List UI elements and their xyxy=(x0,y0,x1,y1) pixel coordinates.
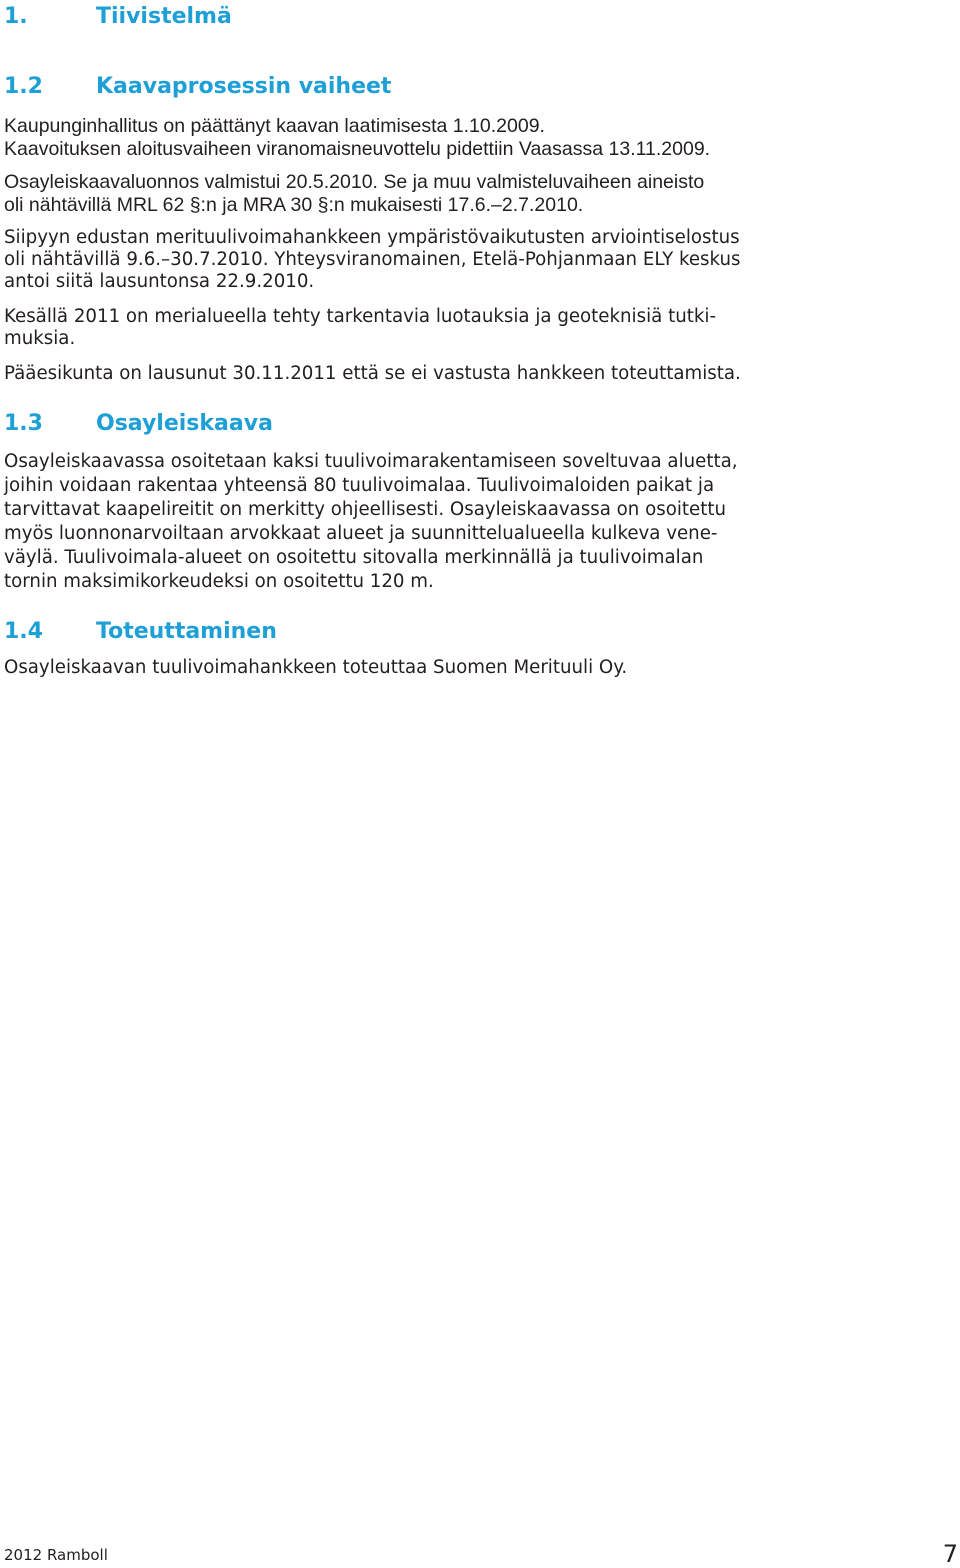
text-line: Kaavoituksen aloitusvaiheen viranomaisneuvottelu pidettiin Vaasassa 13.11.2009. xyxy=(4,138,711,160)
text-line: muksia. xyxy=(4,328,76,349)
text-line: tarvittavat kaapelireitit on merkitty ohjeellisesti. Osayleiskaavassa on osoitettu xyxy=(4,499,726,520)
text-line: Osayleiskaavan tuulivoimahankkeen toteuttaa Suomen Merituuli Oy. xyxy=(4,657,628,678)
text-line: Osayleiskaavaluonnos valmistui 20.5.2010. Se ja muu valmisteluvaiheen aineisto xyxy=(4,171,705,193)
heading-title: Toteuttaminen xyxy=(96,619,277,644)
heading-title: Osayleiskaava xyxy=(96,411,273,436)
paragraph-draft xyxy=(4,171,704,217)
heading-title: Kaavaprosessin vaiheet xyxy=(96,74,392,99)
text-line: tornin maksimikorkeudeksi on osoitettu 120 m. xyxy=(4,571,434,592)
text-line: myös luonnonarvoiltaan arvokkaat alueet ja suunnittelualueella kulkeva vene- xyxy=(4,523,718,544)
text-line: Osayleiskaavassa osoitetaan kaksi tuulivoimarakentamiseen soveltuvaa aluetta, xyxy=(4,451,738,472)
heading-number: 1.3 xyxy=(4,411,43,436)
text-line: Pääesikunta on lausunut 30.11.2011 että se ei vastusta hankkeen toteuttamista. xyxy=(4,363,741,384)
heading-1 xyxy=(4,4,232,29)
text-line: väylä. Tuulivoimala-alueet on osoitettu sitovalla merkinnällä ja tuulivoimalan xyxy=(4,547,704,568)
text-line: Kesällä 2011 on merialueella tehty tarkentavia luotauksia ja geoteknisiä tutki- xyxy=(4,306,717,327)
heading-1-3 xyxy=(4,411,273,436)
heading-title: Tiivistelmä xyxy=(96,4,232,29)
paragraph-defence xyxy=(4,362,741,385)
text-line: Kaupunginhallitus on päättänyt kaavan laatimisesta 1.10.2009. xyxy=(4,115,545,137)
text-line: oli nähtävillä MRL 62 §:n ja MRA 30 §:n mukaisesti 17.6.–2.7.2010. xyxy=(4,194,584,216)
heading-number: 1.4 xyxy=(4,619,43,644)
text-line: antoi siitä lausuntonsa 22.9.2010. xyxy=(4,271,315,292)
text-line: oli nähtävillä 9.6.–30.7.2010. Yhteysviranomainen, Etelä-Pohjanmaan ELY keskus xyxy=(4,249,741,270)
heading-1-2 xyxy=(4,74,391,99)
paragraph-eia xyxy=(4,227,740,293)
heading-number: 1.2 xyxy=(4,74,43,99)
paragraph-surveys xyxy=(4,306,716,350)
heading-number: 1. xyxy=(4,4,28,29)
heading-1-4 xyxy=(4,619,277,644)
paragraph-implementation xyxy=(4,656,627,679)
paragraph-master-plan xyxy=(4,450,738,594)
page-number: 7 xyxy=(942,1540,958,1568)
footer-text: 2012 Ramboll xyxy=(4,1546,108,1564)
text-line: joihin voidaan rakentaa yhteensä 80 tuulivoimalaa. Tuulivoimaloiden paikat ja xyxy=(4,475,715,496)
text-line: Siipyyn edustan merituulivoimahankkeen ympäristövaikutusten arviointiselostus xyxy=(4,227,740,248)
paragraph-decision xyxy=(4,115,710,161)
